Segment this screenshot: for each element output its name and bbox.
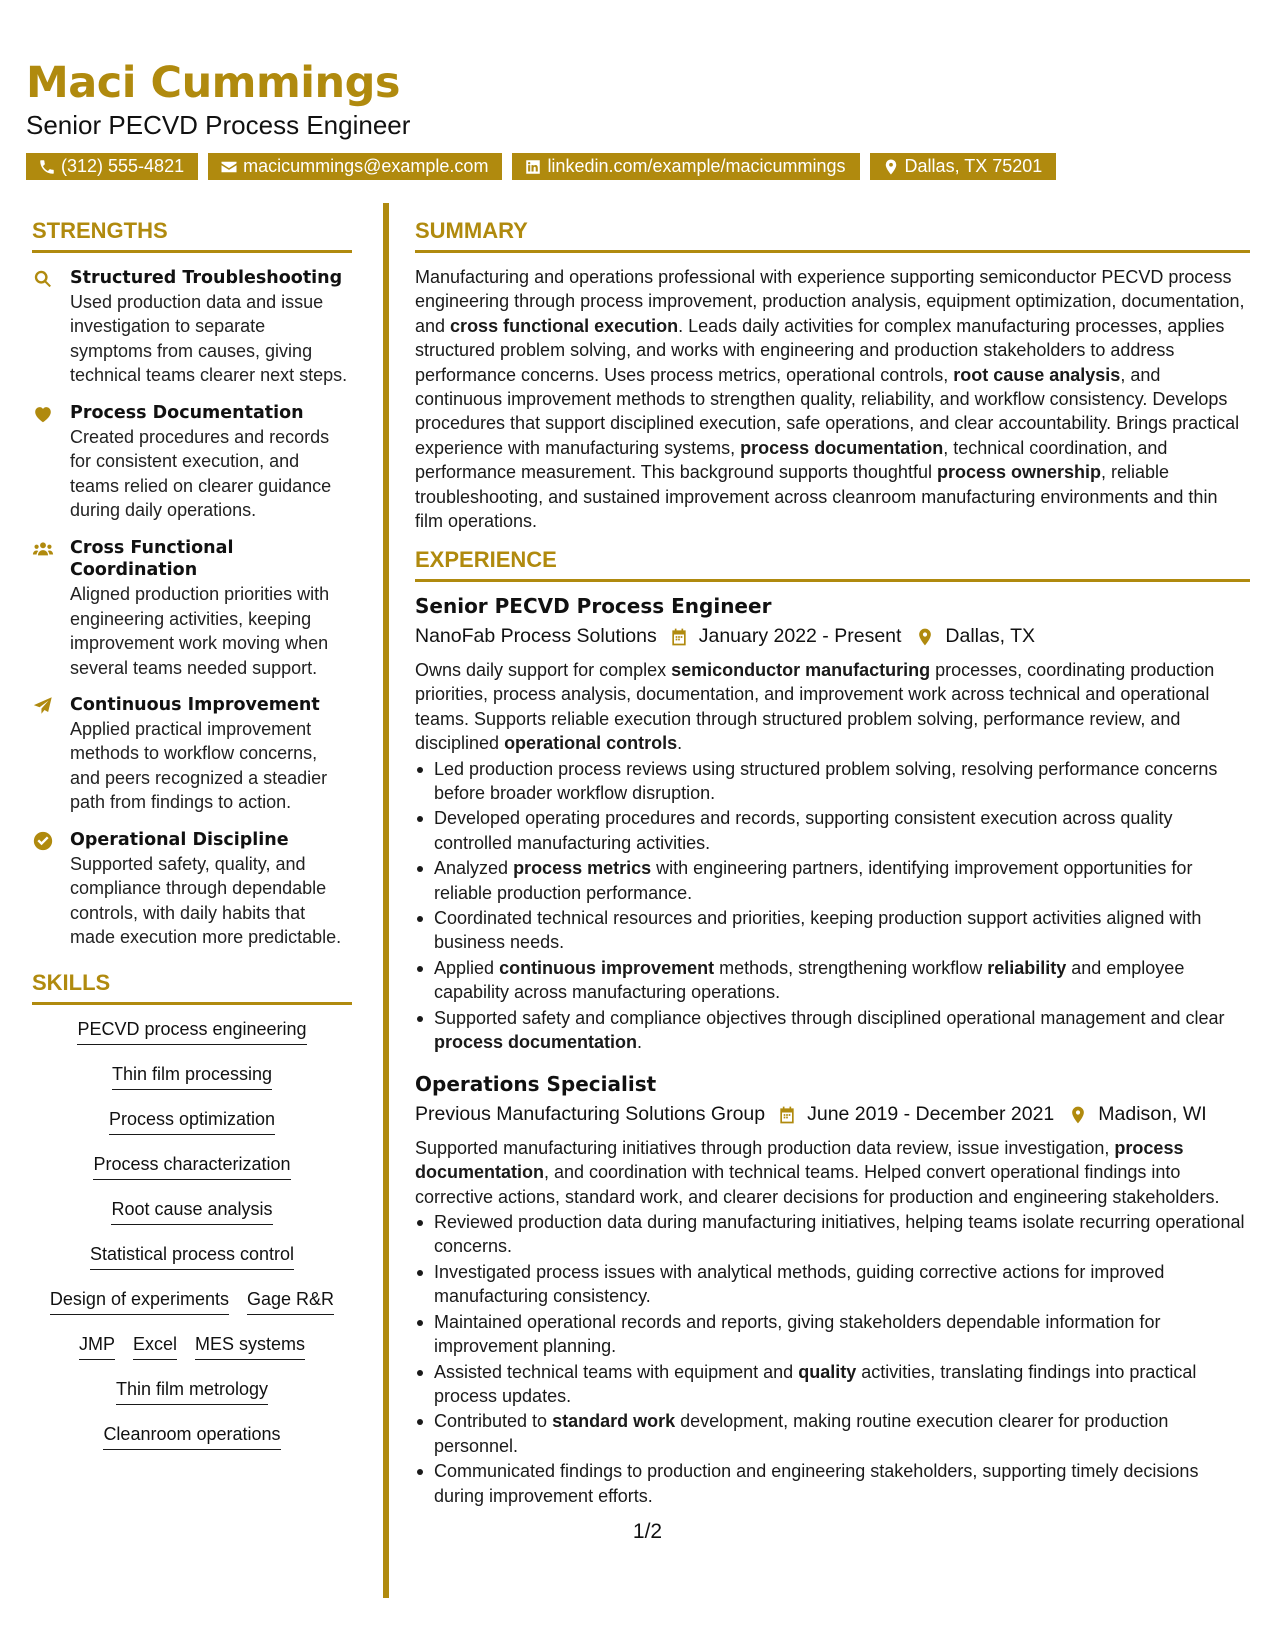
users-icon — [32, 538, 54, 560]
map-pin-icon — [915, 627, 935, 647]
contact-location[interactable] — [870, 153, 1057, 180]
strength-text: Supported safety, quality, and compliance through dependable controls, with daily habits that made execution more predictable. — [70, 853, 342, 947]
job-dates: January 2022 - Present — [698, 625, 902, 648]
skills-heading: SKILLS — [32, 972, 352, 1005]
strength-item — [32, 267, 352, 388]
skill-tag: JMP — [79, 1334, 115, 1361]
strength-title: Structured Troubleshooting — [70, 268, 343, 288]
skill-tag: Excel — [133, 1334, 177, 1361]
strengths-list — [32, 267, 352, 950]
bullet-item: Maintained operational records and reports, giving stakeholders dependable information for improvement planning. — [415, 1310, 1250, 1359]
bullet-item: Coordinated technical resources and priorities, keeping production support activities aligned with business needs. — [415, 906, 1250, 955]
job-title: Operations Specialist — [415, 1072, 657, 1097]
strengths-heading: STRENGTHS — [32, 220, 352, 253]
skill-tag: Process optimization — [109, 1109, 275, 1136]
skill-row — [112, 1064, 272, 1109]
skill-tag: PECVD process engineering — [77, 1019, 306, 1046]
job-location: Dallas, TX — [945, 625, 1036, 648]
check-circle-icon — [32, 830, 54, 852]
skill-tag: Statistical process control — [90, 1244, 294, 1271]
contact-bar — [26, 153, 1056, 180]
skill-tag: MES systems — [195, 1334, 305, 1361]
summary-text: Manufacturing and operations professional with experience supporting semiconductor PECVD process engineering through process improvement, production analysis, equipment optimization, documentation, and cross functional execution. Leads daily activities for complex manufacturing processes, applies structured problem solving, and works with engineering and production stakeholders to address performance concerns. Uses process metrics, operational controls, root cause analysis, and continuous improvement methods to strengthen quality, reliability, and workflow consistency. Develops procedures that support disciplined execution, safe operations, and clear accountability. Brings practical experience with manufacturing systems, process documentation, technical coordination, and performance measurement. This background supports thoughtful process ownership, reliable troubleshooting, and sustained improvement across cleanroom manufacturing environments and thin film operations. — [415, 267, 1245, 532]
bullet-item: Communicated findings to production and engineering stakeholders, supporting timely decisions during improvement efforts. — [415, 1459, 1250, 1508]
candidate-title: Senior PECVD Process Engineer — [26, 110, 411, 140]
strength-text: Created procedures and records for consistent execution, and teams relied on clearer guidance during daily operations. — [70, 426, 332, 520]
calendar-icon — [669, 627, 689, 647]
job-meta — [415, 1104, 1250, 1125]
heart-icon — [32, 403, 54, 425]
skill-tag: Thin film processing — [112, 1064, 272, 1091]
job-bullets — [415, 1210, 1250, 1508]
job-location: Madison, WI — [1098, 1103, 1207, 1126]
strength-text: Used production data and issue investigation to separate symptoms from causes, giving technical teams clearer next steps. — [70, 291, 348, 386]
strength-item — [32, 829, 352, 950]
skill-tag: Design of experiments — [50, 1289, 229, 1316]
skill-row — [109, 1109, 275, 1154]
summary-heading: SUMMARY — [415, 220, 1250, 253]
linkedin-icon — [524, 158, 542, 176]
job-meta — [415, 626, 1250, 647]
contact-phone[interactable] — [26, 153, 198, 180]
contact-phone-text: (312) 555-4821 — [61, 156, 185, 176]
strength-title: Cross Functional Coordination — [70, 537, 234, 581]
bullet-item: Investigated process issues with analytical methods, guiding corrective actions for improved manufacturing consistency. — [415, 1260, 1250, 1309]
phone-icon — [38, 158, 56, 176]
skill-row — [103, 1424, 280, 1469]
skill-row — [116, 1379, 268, 1424]
strength-text: Applied practical improvement methods to workflow concerns, and peers recognized a steadier path from findings to action. — [70, 718, 328, 813]
strength-text: Aligned production priorities with engineering activities, keeping improvement work moving when several teams needed support. — [70, 584, 330, 678]
skill-tag: Gage R&R — [247, 1289, 334, 1316]
map-pin-icon — [882, 158, 900, 176]
bullet-item: Contributed to standard work development, making routine execution clearer for production personnel. — [415, 1409, 1250, 1458]
skill-row — [90, 1244, 294, 1289]
job-description: Supported manufacturing initiatives through production data review, issue investigation, process documentation, and coordination with technical teams. Helped convert operational findings into corrective actions, standard work, and clearer decisions for production and engineering stakeholders. — [415, 1137, 1220, 1207]
skill-tag: Process characterization — [93, 1154, 290, 1181]
strength-title: Operational Discipline — [70, 829, 289, 850]
job-entry — [415, 594, 1250, 1054]
candidate-name: Maci Cummings — [26, 58, 401, 108]
skill-row — [79, 1334, 305, 1379]
column-divider — [383, 203, 389, 1598]
calendar-icon — [777, 1105, 797, 1125]
left-column — [32, 220, 352, 1469]
job-entry — [415, 1072, 1250, 1508]
bullet-item: Analyzed process metrics with engineering partners, identifying improvement opportunities for reliable production performance. — [415, 856, 1250, 905]
contact-location-text: Dallas, TX 75201 — [904, 156, 1043, 176]
page-number: 1/2 — [632, 1520, 663, 1543]
job-bullets — [415, 757, 1250, 1055]
skill-tag: Root cause analysis — [111, 1199, 272, 1226]
job-company: Previous Manufacturing Solutions Group — [415, 1103, 766, 1126]
strength-item — [32, 694, 352, 815]
experience-heading: EXPERIENCE — [415, 549, 1250, 582]
right-column — [415, 220, 1250, 1509]
paper-plane-icon — [32, 695, 54, 717]
skill-row — [111, 1199, 272, 1244]
skills-list — [32, 1019, 352, 1469]
skill-row — [93, 1154, 290, 1199]
skill-row — [77, 1019, 306, 1064]
map-pin-icon — [1068, 1105, 1088, 1125]
bullet-item: Applied continuous improvement methods, strengthening workflow reliability and employee capability across manufacturing operations. — [415, 956, 1250, 1005]
contact-linkedin[interactable] — [512, 153, 859, 180]
strength-title: Continuous Improvement — [70, 695, 320, 715]
skill-row — [50, 1289, 334, 1334]
strength-item — [32, 402, 352, 523]
bullet-item: Led production process reviews using structured problem solving, resolving performance concerns before broader workflow disruption. — [415, 757, 1250, 806]
job-company: NanoFab Process Solutions — [415, 625, 657, 648]
contact-email[interactable] — [208, 153, 502, 180]
contact-email-text: macicummings@example.com — [243, 156, 489, 176]
strength-item — [32, 537, 352, 681]
contact-linkedin-text: linkedin.com/example/macicummings — [547, 156, 846, 176]
strength-title: Process Documentation — [70, 402, 304, 423]
envelope-icon — [220, 158, 238, 176]
bullet-item: Reviewed production data during manufacturing initiatives, helping teams isolate recurring operational concerns. — [415, 1210, 1250, 1259]
job-title: Senior PECVD Process Engineer — [415, 594, 772, 619]
bullet-item: Assisted technical teams with equipment and quality activities, translating findings into practical process updates. — [415, 1360, 1250, 1409]
search-icon — [32, 268, 54, 290]
job-description: Owns daily support for complex semiconductor manufacturing processes, coordinating production priorities, process analysis, documentation, and improvement work across technical and operational teams. Supports reliable execution through structured problem solving, performance review, and disciplined operational controls. — [415, 659, 1215, 754]
bullet-item: Developed operating procedures and records, supporting consistent execution across quality controlled manufacturing activities. — [415, 806, 1250, 855]
skill-tag: Thin film metrology — [116, 1379, 268, 1406]
job-dates: June 2019 - December 2021 — [807, 1103, 1055, 1126]
skill-tag: Cleanroom operations — [103, 1424, 280, 1451]
bullet-item: Supported safety and compliance objectives through disciplined operational management and clear process documentation. — [415, 1006, 1250, 1055]
